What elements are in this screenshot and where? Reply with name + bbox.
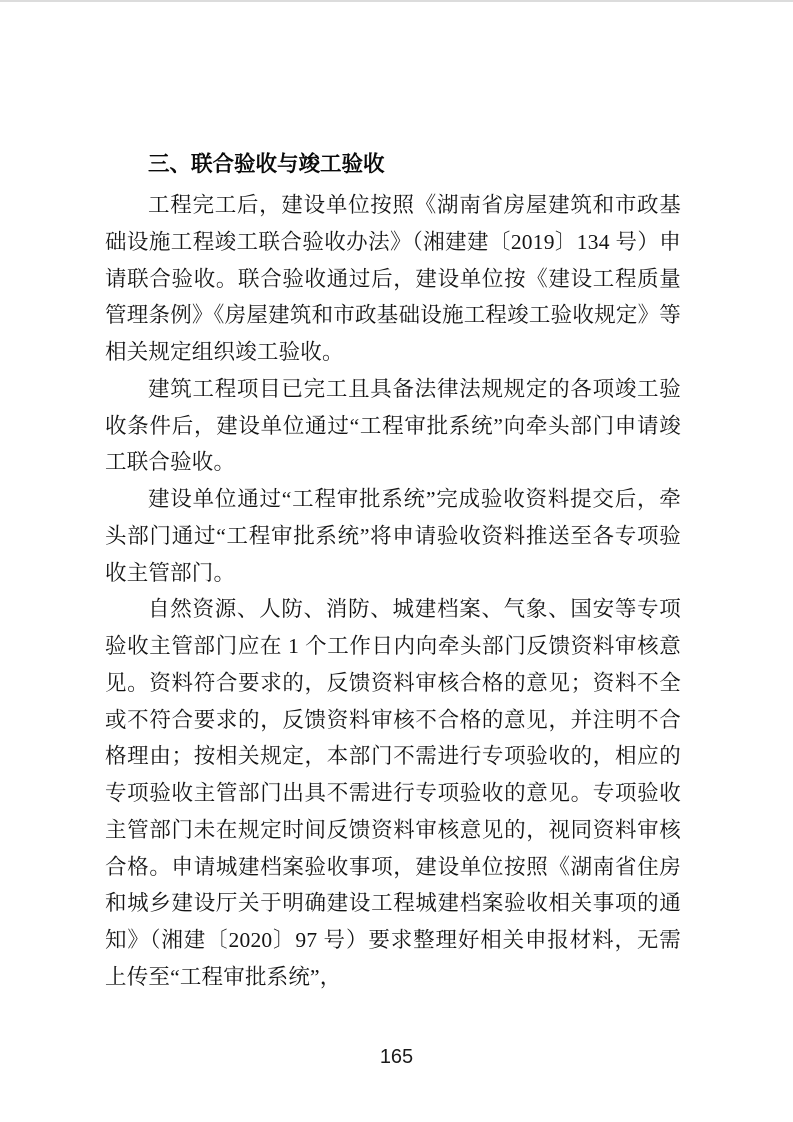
section-heading: 三、联合验收与竣工验收	[148, 152, 385, 176]
body-paragraph-1: 工程完工后，建设单位按照《湖南省房屋建筑和市政基础设施工程竣工联合验收办法》（湘建建〔2019〕134 号）申请联合验收。联合验收通过后，建设单位按《建设工程质量管理条例》《房屋建筑和市政基础设施工程竣工验收规定》等相关规定组织竣工验收。	[105, 193, 681, 364]
body-paragraph-3: 建设单位通过“工程审批系统”完成验收资料提交后，牵头部门通过“工程审批系统”将申请验收资料推送至各专项验收主管部门。	[105, 487, 681, 585]
body-paragraph-2: 建筑工程项目已完工且具备法律法规规定的各项竣工验收条件后，建设单位通过“工程审批系统”向牵头部门申请竣工联合验收。	[105, 376, 681, 475]
document-body	[105, 146, 681, 996]
page-top-edge	[0, 0, 793, 2]
page-footer	[0, 1046, 793, 1069]
page-number: 165	[379, 1046, 414, 1068]
body-paragraph-4: 自然资源、人防、消防、城建档案、气象、国安等专项验收主管部门应在 1 个工作日内向牵头部门反馈资料审核意见。资料符合要求的，反馈资料审核合格的意见；资料不全或不符合要求的，反馈资料审核不合格的意见，并注明不合格理由；按相关规定，本部门不需进行专项验收的，相应的专项验收主管部门出具不需进行专项验收的意见。专项验收主管部门未在规定时间反馈资料审核意见的，视同资料审核合格。申请城建档案验收事项，建设单位按照《湖南省住房和城乡建设厅关于明确建设工程城建档案验收相关事项的通知》（湘建〔2020〕97 号）要求整理好相关申报材料，无需上传至“工程审批系统”，	[105, 597, 681, 989]
